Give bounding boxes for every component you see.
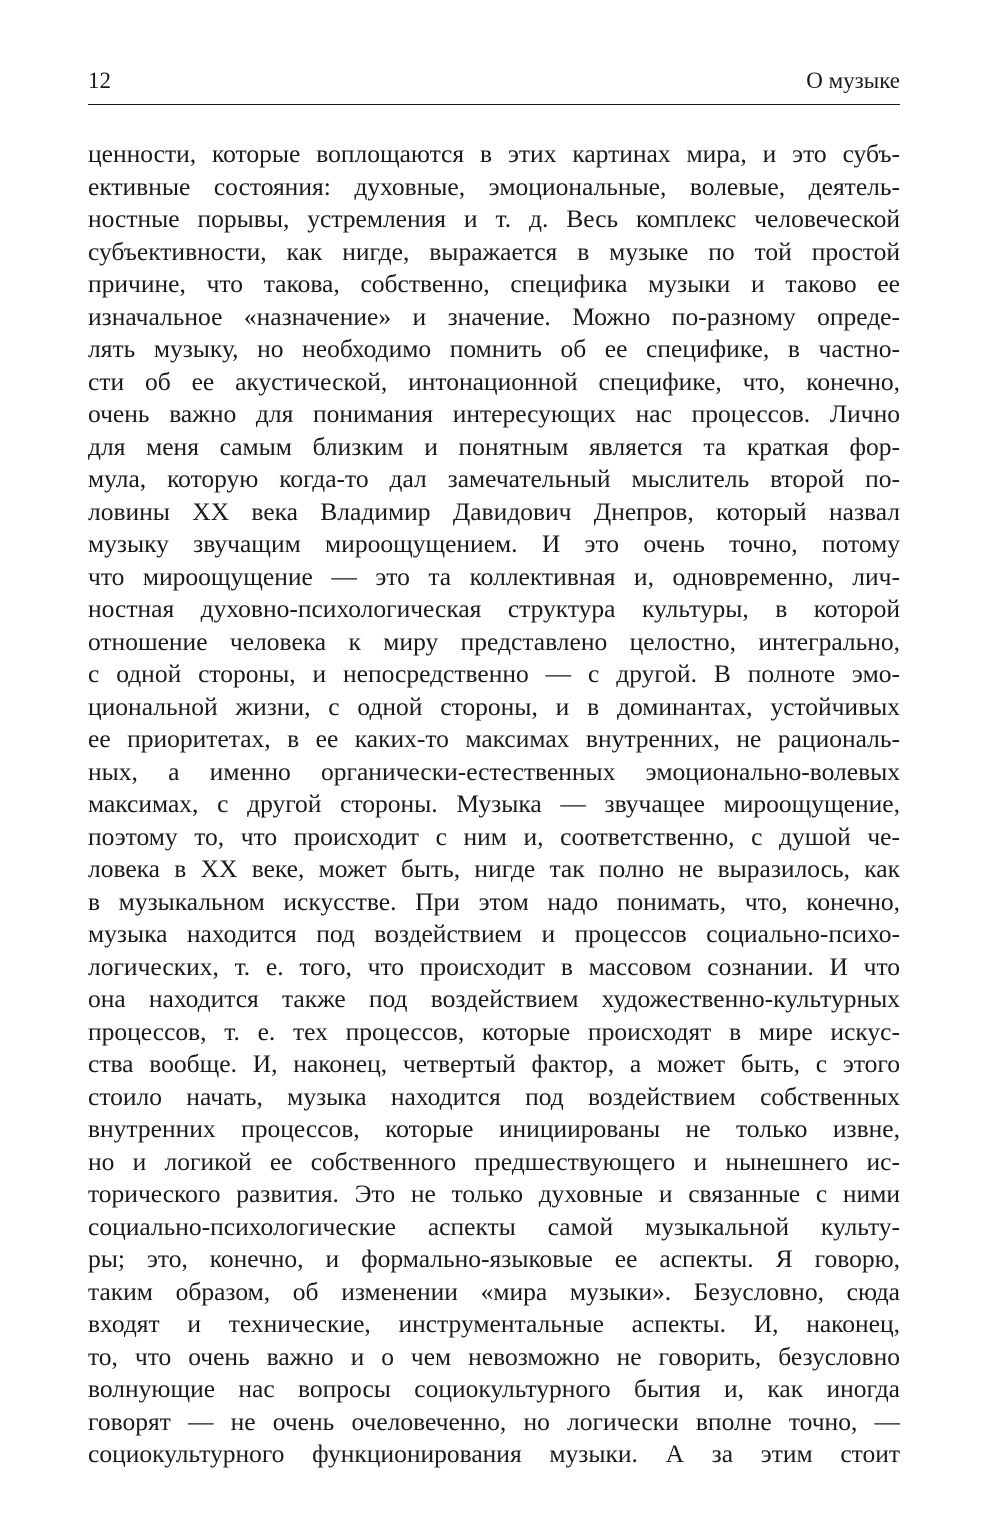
text-line: очень важно для понимания интересующих нас процессов. Лично xyxy=(88,399,900,428)
text-line: таким образом, об изменении «мира музыки». Безусловно, сюда xyxy=(88,1276,900,1306)
text-line: внутренних процессов, которые инициированы не только извне, xyxy=(88,1114,900,1143)
text-line: для меня самым близким и понятным является та краткая фор- xyxy=(88,431,900,461)
text-line: социокультурного функционирования музыки. А за этим стоит xyxy=(88,1439,900,1468)
text-line: логических, т. е. того, что происходит в массовом сознании. И что xyxy=(88,951,900,981)
text-line: но и логикой ее собственного предшествующего и нынешнего ис- xyxy=(88,1146,900,1176)
text-line: причине, что такова, собственно, специфика музыки и таково ее xyxy=(88,269,900,298)
text-line: процессов, т. е. тех процессов, которые происходят в мире искус- xyxy=(88,1016,900,1046)
text-line: ценности, которые воплощаются в этих картинах мира, и это субъ- xyxy=(88,139,900,168)
text-line: мула, которую когда-то дал замечательный мыслитель второй по- xyxy=(88,464,900,493)
text-line: волнующие нас вопросы социокультурного бытия и, как иногда xyxy=(88,1374,900,1403)
text-line: что мироощущение — это та коллективная и, одновременно, лич- xyxy=(88,561,900,591)
page-number: 12 xyxy=(88,68,111,93)
text-line: ловины XX века Владимир Давидович Днепров, который назвал xyxy=(88,496,900,526)
text-line: отношение человека к миру представлено целостно, интегрально, xyxy=(88,626,900,656)
text-line: ловека в XX веке, может быть, нигде так полно не выразилось, как xyxy=(88,854,900,883)
text-line: музыку звучащим мироощущением. И это очень точно, потому xyxy=(88,529,900,558)
text-line: субъективности, как нигде, выражается в музыке по той простой xyxy=(88,236,900,266)
header-rule xyxy=(88,104,900,105)
text-line: изначальное «назначение» и значение. Можно по-разному опреде- xyxy=(88,301,900,331)
text-line: она находится также под воздействием художественно-культурных xyxy=(88,984,900,1013)
text-line: циональной жизни, с одной стороны, и в доминантах, устойчивых xyxy=(88,691,900,721)
text-line: максимах, с другой стороны. Музыка — звучащее мироощущение, xyxy=(88,789,900,818)
text-line: социально-психологические аспекты самой музыкальной культу- xyxy=(88,1211,900,1241)
text-line: говорят — не очень очеловеченно, но логически вполне точно, — xyxy=(88,1406,900,1436)
text-line: лять музыку, но необходимо помнить об ее специфике, в частно- xyxy=(88,334,900,363)
text-line: ее приоритетах, в ее каких-то максимах внутренних, не рациональ- xyxy=(88,724,900,753)
text-line: ры; это, конечно, и формально-языковые ее аспекты. Я говорю, xyxy=(88,1244,900,1273)
text-line: ностные порывы, устремления и т. д. Весь комплекс человеческой xyxy=(88,204,900,233)
text-line: музыка находится под воздействием и процессов социально-психо- xyxy=(88,919,900,948)
text-line: ективные состояния: духовные, эмоциональные, волевые, деятель- xyxy=(88,171,900,201)
text-line: стоило начать, музыка находится под воздействием собственных xyxy=(88,1081,900,1111)
body-paragraph xyxy=(88,138,900,1471)
text-line: с одной стороны, и непосредственно — с другой. В полноте эмо- xyxy=(88,659,900,688)
running-title: О музыке xyxy=(806,68,900,93)
text-line: входят и технические, инструментальные аспекты. И, наконец, xyxy=(88,1309,900,1338)
page-header xyxy=(88,66,900,102)
text-line: ства вообще. И, наконец, четвертый фактор, а может быть, с этого xyxy=(88,1049,900,1078)
text-line: ных, а именно органически-естественных эмоционально-волевых xyxy=(88,756,900,786)
text-line: то, что очень важно и о чем невозможно не говорить, безусловно xyxy=(88,1341,900,1371)
text-line: сти об ее акустической, интонационной специфике, что, конечно, xyxy=(88,366,900,396)
text-line: торического развития. Это не только духовные и связанные с ними xyxy=(88,1179,900,1208)
text-line: поэтому то, что происходит с ним и, соответственно, с душой че- xyxy=(88,821,900,851)
text-line: в музыкальном искусстве. При этом надо понимать, что, конечно, xyxy=(88,886,900,916)
text-line: ностная духовно-психологическая структура культуры, в которой xyxy=(88,594,900,623)
